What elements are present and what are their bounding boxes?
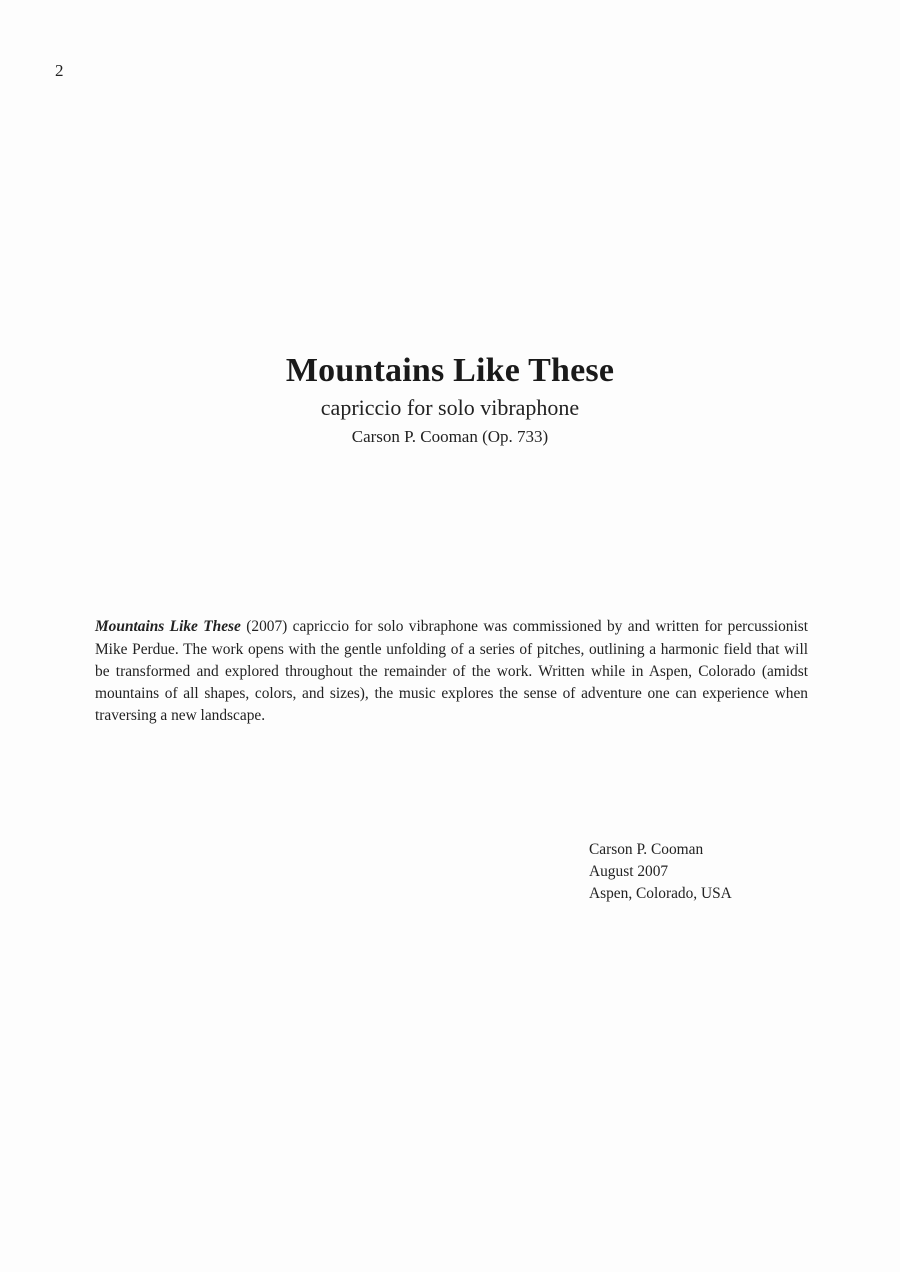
title-block [0, 350, 900, 450]
page-number: 2 [55, 61, 64, 80]
program-note-body: (2007) capriccio for solo vibraphone was commissioned by and written for percussionist Mike Perdue. The work opens with the gentle unfolding of a series of pitches, outlining a harmonic field that will be transformed and explored throughout the remainder of the work. Written while in Aspen, Colorado (amidst mountains of all shapes, colors, and sizes), the music explores the sense of adventure one can experience when traversing a new landscape. [95, 618, 808, 725]
work-subtitle: capriccio for solo vibraphone [320, 395, 580, 420]
program-note [95, 616, 808, 727]
program-note-work-title: Mountains Like These [95, 618, 241, 636]
signature-name: Carson P. Cooman [589, 841, 704, 858]
signature-place: Aspen, Colorado, USA [589, 885, 732, 902]
signature-date: August 2007 [589, 863, 669, 880]
composer-line: Carson P. Cooman (Op. 733) [351, 427, 549, 446]
work-title: Mountains Like These [285, 352, 615, 389]
signature-block [589, 839, 732, 905]
